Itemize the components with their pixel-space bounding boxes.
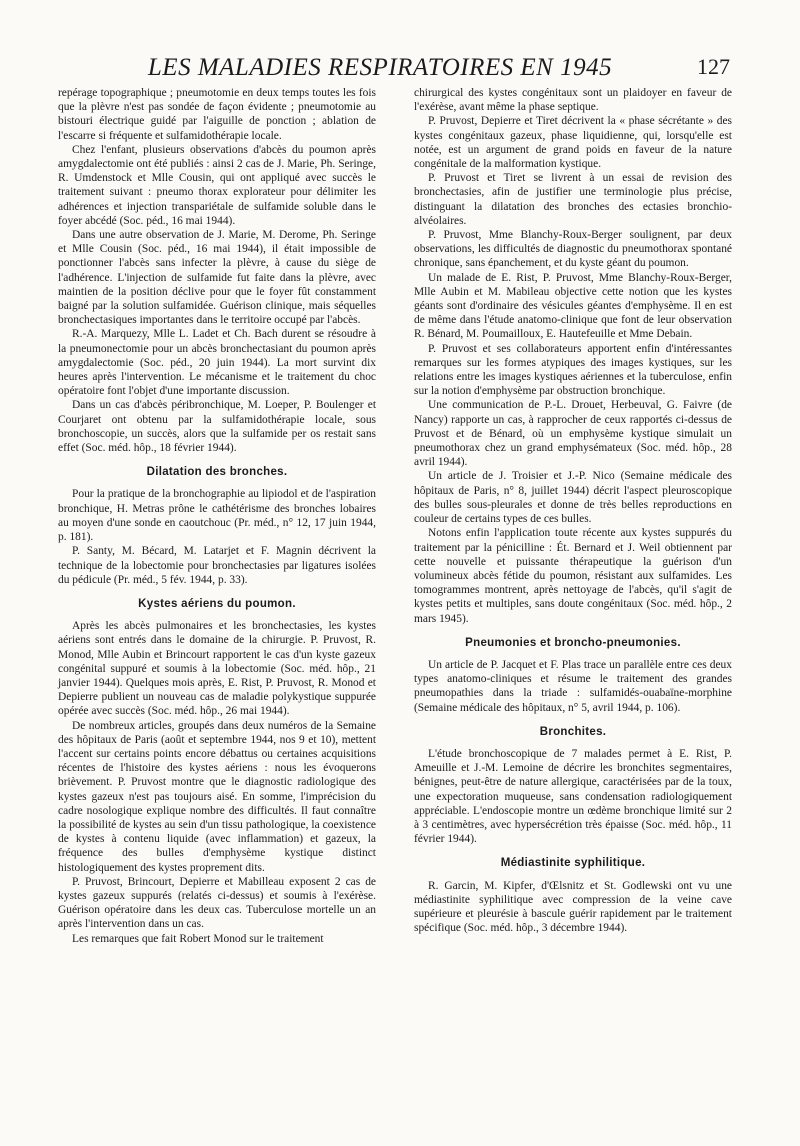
section-heading-mediastinite: Médiastinite syphilitique. — [500, 857, 646, 870]
section-heading-dilatation: Dilatation des bronches. — [146, 466, 288, 479]
paragraph: P. Pruvost, Depierre et Tiret décrivent la « phase sécrétante » des kystes congénitaux gazeux, phase liquidienne, qui, lorsqu'elle est notée, est un argument de grand poids en faveur de la nature congénitale de la malformation kystique. — [414, 115, 732, 171]
page-header — [70, 54, 730, 84]
paragraph: R. Garcin, M. Kipfer, d'Œlsnitz et St. Godlewski ont vu une médiastinite syphilitique avec compression de la veine cave supérieure et pleurésie à bascule guérir rapidement par le traitement spécifique (Soc. méd. hôp., 3 décembre 1944). — [414, 879, 732, 935]
paragraph: repérage topographique ; pneumotomie en deux temps toutes les fois que la plèvre n'est pas sondée de façon évidente ; pneumotomie au bistouri électrique guidé par l'aiguille de ponction ; ablation de l'escarre si fréquente et sulfamidothérapie locale. — [58, 87, 376, 142]
paragraph: Un article de P. Jacquet et F. Plas trace un parallèle entre ces deux types anatomo-cliniques et résume le traitement des grandes pneumopathies dans la triade : sulfamidés-ouabaïne-morphine (Semaine médicale des hôpitaux, n° 5, avril 1944, p. 106). — [414, 658, 732, 714]
paragraph: chirurgical des kystes congénitaux sont un plaidoyer en faveur de l'exérèse, avant même la phase septique. — [414, 87, 732, 114]
paragraph: Dans un cas d'abcès péribronchique, M. Loeper, P. Boulenger et Courjaret ont obtenu par la sulfamidothérapie locale, sous bronchoscopie, un succès, alors que la sulfamide per os restait sans effet (Soc. méd. hôp., 18 février 1944). — [58, 399, 376, 455]
paragraph: P. Pruvost et ses collaborateurs apportent enfin d'intéressantes remarques sur les formes atypiques des images kystiques, sur les relations entre les images kystiques aériennes et la tuberculose, enfin sur la notion d'emphysème par obstruction bronchique. — [414, 342, 732, 398]
paragraph: P. Pruvost et Tiret se livrent à un essai de revision des bronchectasies, afin de justifier une terminologie plus précise, distinguant la dilatation des bronches des ectasies bronchio-alvéolaires. — [414, 172, 732, 227]
right-column — [414, 86, 732, 935]
paragraph: Chez l'enfant, plusieurs observations d'abcès du poumon après amygdalectomie ont été publiés : ainsi 2 cas de J. Marie, Ph. Seringe, R. Umdenstock et Mlle Cousin, qui ont appliqué avec succès le traitement suivant : pneumo thorax explorateur pour délimiter les adhérences et injection transpariétale de sulfamide soluble dans le foyer abcédé (Soc. péd., 16 mai 1944). — [58, 143, 376, 227]
paragraph: P. Pruvost, Brincourt, Depierre et Mabilleau exposent 2 cas de kystes gazeux suppurés (relatés ci-dessus) et soumis à l'exérèse. Guérison opératoire dans les deux cas. Tuberculose mortelle un an après l'intervention dans un cas. — [58, 875, 376, 931]
section-heading-pneumonies: Pneumonies et broncho-pneumonies. — [465, 636, 681, 649]
paragraph: L'étude bronchoscopique de 7 malades permet à E. Rist, P. Ameuille et J.-M. Lemoine de décrire les bronchites segmentaires, bénignes, peut-être de nature allergique, caractérisées par de la toux, une expectoration muqueuse, sans condensation radiologiquement appréciable. L'endoscopie montre un œdème bronchique limité sur 2 à 3 centimètres, avec hypersécrétion très épaisse (Soc. méd. hôp., 11 février 1944). — [414, 747, 732, 846]
section-heading-kystes: Kystes aériens du poumon. — [138, 597, 296, 610]
running-title: LES MALADIES RESPIRATOIRES EN 1945 — [147, 54, 613, 81]
paragraph: Les remarques que fait Robert Monod sur le traitement — [72, 932, 324, 945]
page-number: 127 — [697, 54, 730, 79]
paragraph: P. Pruvost, Mme Blanchy-Roux-Berger soulignent, par deux observations, les difficultés de diagnostic du pneumothorax spontané chronique, sans épanchement, et du kyste géant du poumon. — [414, 229, 732, 270]
paragraph: Pour la pratique de la bronchographie au lipiodol et de l'aspiration bronchique, H. Metras prône le cathétérisme des bronches lobaires au moyen d'une sonde en caoutchouc (Pr. méd., n° 12, 17 juin 1944, p. 181). — [58, 488, 376, 544]
paragraph: De nombreux articles, groupés dans deux numéros de la Semaine des hôpitaux de Paris (août et septembre 1944, nos 9 et 10), mettent l'accent sur certains points encore débattus ou certaines acquisitions récentes de l'histoire des kystes aériens : nous les évoquerons brièvement. P. Pruvost montre que le diagnostic radiologique des kystes gazeux n'est pas toujours aisé. En somme, l'imprécision du cadre nosologique explique nombre des difficultés. Il faut connaître la possibilité de kystes au sein d'un tissu pathologique, la coexistence de kystes à contenu liquide (avec inflammation) et gazeux, la fréquence des bulles d'emphysème kystique distinct histologiquement des kystes proprement dits. — [58, 719, 376, 874]
section-heading-bronchites: Bronchites. — [539, 725, 607, 738]
paragraph: Un malade de E. Rist, P. Pruvost, Mme Blanchy-Roux-Berger, Mlle Aubin et M. Mabileau objective cette notion que les kystes géants sont d'ordinaire des vésicules géantes d'emphysème. Il en est de même dans l'étude anatomo-clinique que font de leur observation R. Bénard, M. Poumailloux, E. Hautefeuille et Mme Debain. — [414, 271, 732, 341]
paragraph: Une communication de P.-L. Drouet, Herbeuval, G. Faivre (de Nancy) rapporte un cas, à rapprocher de ceux rapportés ci-dessus de Pruvost et de Bénard, où un emphysème kystique simulait un pneumothorax chez un grand emphysémateux (Soc. méd. hôp., 28 avril 1944). — [414, 399, 732, 469]
paragraph: Notons enfin l'application toute récente aux kystes suppurés du traitement par la pénicilline : Ét. Bernard et J. Weil obtiennent par cette nouvelle et puissante thérapeutique la guérison d'un volumineux abcès fétide du poumon, résistant aux sulfamides. Les tomogrammes montrent, après nettoyage de l'abcès, qu'il s'agit de kystes petits et multiples, sans doute congénitaux (Soc. méd. hôp., 2 mars 1945). — [414, 527, 732, 625]
paragraph: P. Santy, M. Bécard, M. Latarjet et F. Magnin décrivent la technique de la lobectomie pour bronchectasies par ligatures isolées du pédicule (Pr. méd., 5 fév. 1944, p. 33). — [58, 545, 376, 586]
paragraph: Dans une autre observation de J. Marie, M. Derome, Ph. Seringe et Mlle Cousin (Soc. péd., 16 mai 1944), il était impossible de ponctionner l'abcès sans infecter la plèvre, à cause du siège de l'adhérence. L'injection de sulfamide fut faite dans la plèvre, avec maintien de la position déclive pour que le foyer fût constamment baigné par la solution sulfamidée. Guérison clinique, mais séquelles bronchectasiques importantes dans le territoire occupé par l'abcès. — [58, 229, 376, 327]
paragraph: Un article de J. Troisier et J.-P. Nico (Semaine médicale des hôpitaux de Paris, n° 8, juillet 1944) décrit l'aspect pleuroscopique des bulles sous-pleurales et donne de très belles reproductions en couleur de certains types de ces bulles. — [414, 470, 732, 526]
paragraph: R.-A. Marquezy, Mlle L. Ladet et Ch. Bach durent se résoudre à la pneumonectomie pour un abcès bronchectasiant du poumon après amygdalectomie (Soc. péd., 20 juin 1944). La mort survint dix heures après l'intervention. Le mécanisme et le traitement du choc opératoire font l'objet d'une importante discussion. — [58, 328, 376, 398]
left-column — [58, 86, 376, 946]
paragraph: Après les abcès pulmonaires et les bronchectasies, les kystes aériens sont entrés dans le domaine de la chirurgie. P. Pruvost, R. Monod, Mlle Aubin et Brincourt rapportent le cas d'un kyste gazeux congénital suppuré et soumis à la lobectomie (Soc. méd. hôp., 21 janvier 1944). Quelques mois après, E. Rist, P. Pruvost, R. Monod et Depierre publient un nouveau cas de maladie polykystique suppurée opérée avec succès (Soc. méd. hôp., 26 mai 1944). — [58, 620, 376, 718]
